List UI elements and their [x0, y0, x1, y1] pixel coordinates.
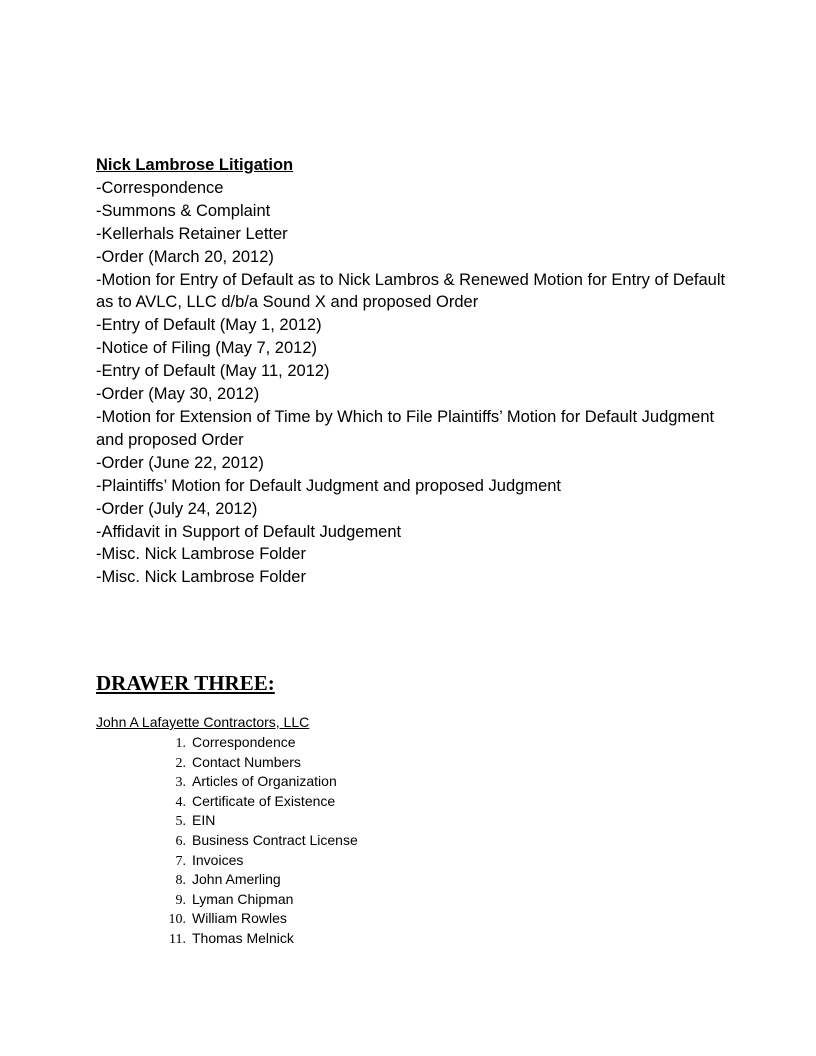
drawer-heading: DRAWER THREE: — [96, 671, 275, 695]
item-number: 9. — [175, 892, 186, 908]
list-item — [150, 870, 358, 890]
item-number: 2. — [175, 755, 186, 771]
litigation-item: -Misc. Nick Lambrose Folder — [96, 545, 306, 564]
list-item — [150, 772, 358, 792]
litigation-item: -Order (May 30, 2012) — [96, 385, 260, 404]
litigation-item: -Order (June 22, 2012) — [96, 453, 264, 472]
litigation-item: -Order (March 20, 2012) — [96, 247, 274, 266]
litigation-item: -Summons & Complaint — [96, 201, 271, 220]
litigation-item: -Motion for Extension of Time by Which to File Plaintiffs’ Motion for Default Judgment and proposed Order — [96, 407, 715, 449]
litigation-item: -Correspondence — [96, 178, 224, 197]
item-number: 8. — [175, 873, 186, 889]
list-item — [150, 851, 358, 871]
item-text: EIN — [192, 812, 216, 829]
litigation-item: -Affidavit in Support of Default Judgement — [96, 522, 402, 541]
item-number: 4. — [175, 794, 186, 810]
list-item — [150, 909, 358, 929]
list-item — [150, 792, 358, 812]
litigation-item: -Entry of Default (May 1, 2012) — [96, 316, 322, 335]
litigation-item: -Misc. Nick Lambrose Folder — [96, 568, 306, 587]
item-text: Articles of Organization — [192, 773, 337, 790]
item-number: 3. — [175, 775, 186, 791]
item-text: Contact Numbers — [192, 753, 301, 770]
list-item — [150, 733, 358, 753]
item-number: 11. — [169, 931, 186, 947]
company-name: John A Lafayette Contractors, LLC — [96, 714, 310, 730]
item-text: Certificate of Existence — [192, 792, 336, 809]
item-text: Business Contract License — [192, 831, 358, 848]
list-item — [150, 753, 358, 773]
drawer-contents-list — [150, 733, 358, 949]
litigation-item: -Plaintiffs’ Motion for Default Judgment and proposed Judgment — [96, 476, 562, 495]
litigation-item: -Kellerhals Retainer Letter — [96, 224, 288, 243]
item-text: Invoices — [192, 851, 244, 868]
item-text: Thomas Melnick — [192, 929, 294, 946]
litigation-item: -Order (July 24, 2012) — [96, 499, 258, 518]
item-number: 5. — [175, 814, 186, 830]
item-text: William Rowles — [192, 910, 287, 927]
litigation-title: Nick Lambrose Litigation — [96, 156, 294, 174]
litigation-section — [96, 154, 736, 589]
item-number: 10. — [168, 912, 186, 928]
list-item — [150, 831, 358, 851]
litigation-item: -Notice of Filing (May 7, 2012) — [96, 339, 318, 358]
litigation-item: -Entry of Default (May 11, 2012) — [96, 362, 330, 381]
item-number: 1. — [175, 736, 186, 751]
item-number: 7. — [175, 853, 186, 869]
item-text: Correspondence — [192, 734, 296, 750]
item-text: John Amerling — [192, 871, 281, 888]
list-item — [150, 929, 358, 949]
item-number: 6. — [175, 833, 186, 849]
item-text: Lyman Chipman — [192, 890, 294, 907]
list-item — [150, 890, 358, 910]
list-item — [150, 811, 358, 831]
litigation-item: -Motion for Entry of Default as to Nick Lambros & Renewed Motion for Entry of Default as to AVLC, LLC d/b/a Sound X and proposed Order — [96, 270, 726, 312]
